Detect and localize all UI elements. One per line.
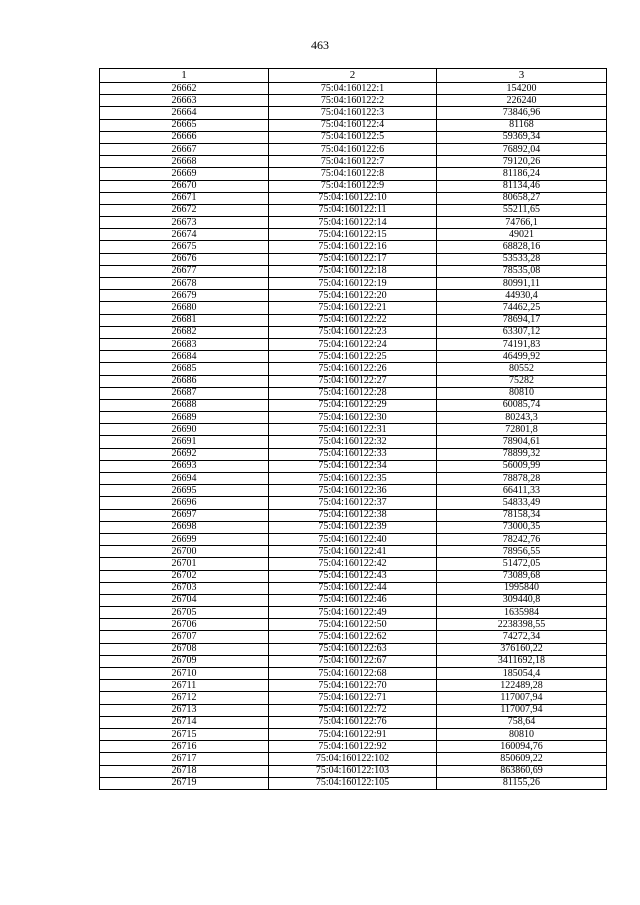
table-row (100, 728, 607, 740)
value-cell: 154200 (437, 83, 607, 95)
row-number-cell: 26705 (100, 607, 269, 619)
value-cell: 160094,76 (437, 741, 607, 753)
value-cell: 44930,4 (437, 290, 607, 302)
table-row (100, 533, 607, 545)
value-cell: 49021 (437, 229, 607, 241)
table-row (100, 485, 607, 497)
value-cell: 73000,35 (437, 521, 607, 533)
row-number-cell: 26696 (100, 497, 269, 509)
row-number-cell: 26666 (100, 131, 269, 143)
cadastral-number-cell: 75:04:160122:28 (269, 387, 437, 399)
value-cell: 81168 (437, 119, 607, 131)
table-row (100, 655, 607, 667)
row-number-cell: 26687 (100, 387, 269, 399)
table-row (100, 338, 607, 350)
table-row (100, 460, 607, 472)
value-cell: 81186,24 (437, 168, 607, 180)
table-row (100, 424, 607, 436)
row-number-cell: 26691 (100, 436, 269, 448)
value-cell: 53533,28 (437, 253, 607, 265)
row-number-cell: 26674 (100, 229, 269, 241)
value-cell: 74766,1 (437, 217, 607, 229)
table-row (100, 570, 607, 582)
cadastral-number-cell: 75:04:160122:6 (269, 143, 437, 155)
cadastral-number-cell: 75:04:160122:20 (269, 290, 437, 302)
cadastral-number-cell: 75:04:160122:31 (269, 424, 437, 436)
table-row (100, 302, 607, 314)
row-number-cell: 26683 (100, 338, 269, 350)
value-cell: 46499,92 (437, 351, 607, 363)
table-row (100, 546, 607, 558)
cadastral-number-cell: 75:04:160122:26 (269, 363, 437, 375)
cadastral-number-cell: 75:04:160122:92 (269, 741, 437, 753)
row-number-cell: 26714 (100, 716, 269, 728)
value-cell: 68828,16 (437, 241, 607, 253)
value-cell: 60085,74 (437, 399, 607, 411)
row-number-cell: 26697 (100, 509, 269, 521)
cadastral-number-cell: 75:04:160122:19 (269, 278, 437, 290)
table-row (100, 631, 607, 643)
row-number-cell: 26676 (100, 253, 269, 265)
table-row (100, 412, 607, 424)
row-number-cell: 26719 (100, 777, 269, 789)
cadastral-number-cell: 75:04:160122:38 (269, 509, 437, 521)
table-row (100, 326, 607, 338)
value-cell: 185054,4 (437, 668, 607, 680)
value-cell: 226240 (437, 95, 607, 107)
value-cell: 78956,55 (437, 546, 607, 558)
cadastral-number-cell: 75:04:160122:17 (269, 253, 437, 265)
value-cell: 1635984 (437, 607, 607, 619)
row-number-cell: 26686 (100, 375, 269, 387)
row-number-cell: 26703 (100, 582, 269, 594)
header-row (100, 69, 607, 83)
value-cell: 863860,69 (437, 765, 607, 777)
row-number-cell: 26715 (100, 728, 269, 740)
cadastral-number-cell: 75:04:160122:7 (269, 156, 437, 168)
row-number-cell: 26717 (100, 753, 269, 765)
row-number-cell: 26710 (100, 668, 269, 680)
cadastral-number-cell: 75:04:160122:9 (269, 180, 437, 192)
value-cell: 80810 (437, 728, 607, 740)
cadastral-number-cell: 75:04:160122:41 (269, 546, 437, 558)
row-number-cell: 26706 (100, 619, 269, 631)
cadastral-number-cell: 75:04:160122:34 (269, 460, 437, 472)
table-row (100, 278, 607, 290)
row-number-cell: 26670 (100, 180, 269, 192)
value-cell: 78878,28 (437, 473, 607, 485)
table-row (100, 692, 607, 704)
cadastral-number-cell: 75:04:160122:33 (269, 448, 437, 460)
value-cell: 56009,99 (437, 460, 607, 472)
table-row (100, 119, 607, 131)
value-cell: 80810 (437, 387, 607, 399)
cadastral-number-cell: 75:04:160122:25 (269, 351, 437, 363)
table-row (100, 156, 607, 168)
row-number-cell: 26692 (100, 448, 269, 460)
table-row (100, 509, 607, 521)
value-cell: 55211,65 (437, 204, 607, 216)
cadastral-number-cell: 75:04:160122:72 (269, 704, 437, 716)
cadastral-number-cell: 75:04:160122:18 (269, 265, 437, 277)
row-number-cell: 26701 (100, 558, 269, 570)
value-cell: 66411,33 (437, 485, 607, 497)
row-number-cell: 26689 (100, 412, 269, 424)
row-number-cell: 26718 (100, 765, 269, 777)
row-number-cell: 26716 (100, 741, 269, 753)
cadastral-number-cell: 75:04:160122:22 (269, 314, 437, 326)
row-number-cell: 26702 (100, 570, 269, 582)
table-row (100, 680, 607, 692)
table-row (100, 497, 607, 509)
table-row (100, 765, 607, 777)
cadastral-number-cell: 75:04:160122:29 (269, 399, 437, 411)
row-number-cell: 26662 (100, 83, 269, 95)
row-number-cell: 26675 (100, 241, 269, 253)
row-number-cell: 26669 (100, 168, 269, 180)
cadastral-number-cell: 75:04:160122:105 (269, 777, 437, 789)
value-cell: 80991,11 (437, 278, 607, 290)
value-cell: 78899,32 (437, 448, 607, 460)
value-cell: 79120,26 (437, 156, 607, 168)
table-row (100, 241, 607, 253)
row-number-cell: 26700 (100, 546, 269, 558)
row-number-cell: 26704 (100, 594, 269, 606)
value-cell: 75282 (437, 375, 607, 387)
row-number-cell: 26663 (100, 95, 269, 107)
cadastral-number-cell: 75:04:160122:70 (269, 680, 437, 692)
cadastral-number-cell: 75:04:160122:23 (269, 326, 437, 338)
value-cell: 73089,68 (437, 570, 607, 582)
table-row (100, 107, 607, 119)
cadastral-number-cell: 75:04:160122:91 (269, 728, 437, 740)
row-number-cell: 26690 (100, 424, 269, 436)
row-number-cell: 26711 (100, 680, 269, 692)
row-number-cell: 26713 (100, 704, 269, 716)
value-cell: 80658,27 (437, 192, 607, 204)
value-cell: 376160,22 (437, 643, 607, 655)
table-row (100, 265, 607, 277)
row-number-cell: 26698 (100, 521, 269, 533)
table-row (100, 777, 607, 789)
cadastral-number-cell: 75:04:160122:49 (269, 607, 437, 619)
value-cell: 850609,22 (437, 753, 607, 765)
cadastral-number-cell: 75:04:160122:103 (269, 765, 437, 777)
cadastral-number-cell: 75:04:160122:68 (269, 668, 437, 680)
cadastral-number-cell: 75:04:160122:39 (269, 521, 437, 533)
value-cell: 117007,94 (437, 692, 607, 704)
value-cell: 51472,05 (437, 558, 607, 570)
value-cell: 81155,26 (437, 777, 607, 789)
row-number-cell: 26684 (100, 351, 269, 363)
table-row (100, 229, 607, 241)
value-cell: 76892,04 (437, 143, 607, 155)
value-cell: 80552 (437, 363, 607, 375)
table-row (100, 95, 607, 107)
row-number-cell: 26673 (100, 217, 269, 229)
value-cell: 63307,12 (437, 326, 607, 338)
value-cell: 59369,34 (437, 131, 607, 143)
value-cell: 80243,3 (437, 412, 607, 424)
row-number-cell: 26665 (100, 119, 269, 131)
table-row (100, 668, 607, 680)
table-row (100, 290, 607, 302)
table-row (100, 375, 607, 387)
value-cell: 758,64 (437, 716, 607, 728)
row-number-cell: 26712 (100, 692, 269, 704)
table-row (100, 83, 607, 95)
data-table (99, 68, 607, 790)
value-cell: 2238398,55 (437, 619, 607, 631)
table-row (100, 131, 607, 143)
cadastral-number-cell: 75:04:160122:32 (269, 436, 437, 448)
value-cell: 54833,49 (437, 497, 607, 509)
value-cell: 74191,83 (437, 338, 607, 350)
cadastral-number-cell: 75:04:160122:71 (269, 692, 437, 704)
table-row (100, 594, 607, 606)
table-row (100, 473, 607, 485)
table-row (100, 351, 607, 363)
table-row (100, 168, 607, 180)
row-number-cell: 26678 (100, 278, 269, 290)
table-row (100, 753, 607, 765)
value-cell: 3411692,18 (437, 655, 607, 667)
row-number-cell: 26668 (100, 156, 269, 168)
row-number-cell: 26707 (100, 631, 269, 643)
value-cell: 1995840 (437, 582, 607, 594)
cadastral-number-cell: 75:04:160122:36 (269, 485, 437, 497)
row-number-cell: 26699 (100, 533, 269, 545)
table-row (100, 253, 607, 265)
value-cell: 72801,8 (437, 424, 607, 436)
cadastral-number-cell: 75:04:160122:4 (269, 119, 437, 131)
cadastral-number-cell: 75:04:160122:30 (269, 412, 437, 424)
table-row (100, 217, 607, 229)
row-number-cell: 26693 (100, 460, 269, 472)
table-row (100, 582, 607, 594)
cadastral-number-cell: 75:04:160122:27 (269, 375, 437, 387)
cadastral-number-cell: 75:04:160122:21 (269, 302, 437, 314)
row-number-cell: 26685 (100, 363, 269, 375)
table-row (100, 314, 607, 326)
table-row (100, 363, 607, 375)
table-row (100, 643, 607, 655)
value-cell: 73846,96 (437, 107, 607, 119)
table-row (100, 521, 607, 533)
cadastral-number-cell: 75:04:160122:102 (269, 753, 437, 765)
row-number-cell: 26664 (100, 107, 269, 119)
table-row (100, 448, 607, 460)
cadastral-number-cell: 75:04:160122:35 (269, 473, 437, 485)
table-row (100, 619, 607, 631)
cadastral-number-cell: 75:04:160122:8 (269, 168, 437, 180)
table-row (100, 558, 607, 570)
cadastral-number-cell: 75:04:160122:15 (269, 229, 437, 241)
table-row (100, 704, 607, 716)
column-header: 3 (437, 69, 607, 83)
row-number-cell: 26680 (100, 302, 269, 314)
table-row (100, 399, 607, 411)
page-number: 463 (311, 38, 329, 52)
cadastral-number-cell: 75:04:160122:3 (269, 107, 437, 119)
cadastral-number-cell: 75:04:160122:11 (269, 204, 437, 216)
row-number-cell: 26682 (100, 326, 269, 338)
table-row (100, 192, 607, 204)
table-row (100, 607, 607, 619)
cadastral-number-cell: 75:04:160122:50 (269, 619, 437, 631)
column-header: 1 (100, 69, 269, 83)
cadastral-number-cell: 75:04:160122:14 (269, 217, 437, 229)
table-row (100, 180, 607, 192)
cadastral-number-cell: 75:04:160122:46 (269, 594, 437, 606)
table-row (100, 387, 607, 399)
row-number-cell: 26672 (100, 204, 269, 216)
cadastral-number-cell: 75:04:160122:37 (269, 497, 437, 509)
row-number-cell: 26694 (100, 473, 269, 485)
cadastral-number-cell: 75:04:160122:40 (269, 533, 437, 545)
cadastral-number-cell: 75:04:160122:62 (269, 631, 437, 643)
cadastral-number-cell: 75:04:160122:2 (269, 95, 437, 107)
value-cell: 78904,61 (437, 436, 607, 448)
value-cell: 78535,08 (437, 265, 607, 277)
column-header: 2 (269, 69, 437, 83)
row-number-cell: 26695 (100, 485, 269, 497)
cadastral-number-cell: 75:04:160122:5 (269, 131, 437, 143)
cadastral-number-cell: 75:04:160122:1 (269, 83, 437, 95)
row-number-cell: 26677 (100, 265, 269, 277)
row-number-cell: 26671 (100, 192, 269, 204)
value-cell: 122489,28 (437, 680, 607, 692)
row-number-cell: 26688 (100, 399, 269, 411)
row-number-cell: 26709 (100, 655, 269, 667)
row-number-cell: 26681 (100, 314, 269, 326)
value-cell: 74462,25 (437, 302, 607, 314)
table-row (100, 716, 607, 728)
cadastral-number-cell: 75:04:160122:16 (269, 241, 437, 253)
row-number-cell: 26679 (100, 290, 269, 302)
cadastral-number-cell: 75:04:160122:10 (269, 192, 437, 204)
table-row (100, 741, 607, 753)
cadastral-number-cell: 75:04:160122:43 (269, 570, 437, 582)
row-number-cell: 26667 (100, 143, 269, 155)
row-number-cell: 26708 (100, 643, 269, 655)
table-row (100, 204, 607, 216)
value-cell: 78694,17 (437, 314, 607, 326)
cadastral-number-cell: 75:04:160122:67 (269, 655, 437, 667)
table-row (100, 143, 607, 155)
value-cell: 117007,94 (437, 704, 607, 716)
value-cell: 78158,34 (437, 509, 607, 521)
cadastral-number-cell: 75:04:160122:76 (269, 716, 437, 728)
cadastral-number-cell: 75:04:160122:63 (269, 643, 437, 655)
table-row (100, 436, 607, 448)
value-cell: 81134,46 (437, 180, 607, 192)
cadastral-number-cell: 75:04:160122:44 (269, 582, 437, 594)
cadastral-number-cell: 75:04:160122:24 (269, 338, 437, 350)
cadastral-number-cell: 75:04:160122:42 (269, 558, 437, 570)
value-cell: 74272,34 (437, 631, 607, 643)
value-cell: 78242,76 (437, 533, 607, 545)
value-cell: 309440,8 (437, 594, 607, 606)
